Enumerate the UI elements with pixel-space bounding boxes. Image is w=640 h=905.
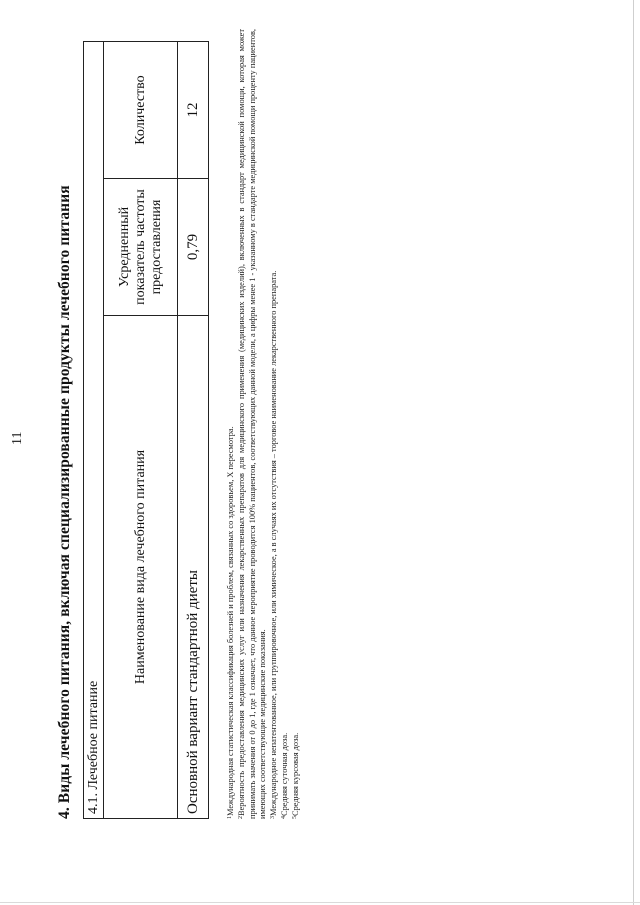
footnote: $^2$Вероятность предоставления медицинских услуг или назначения лекарственных препаратов для медицинского применения (медицинских изделий), включенных в стандарт медицинской помощи, которая может принимать значения от 0 до 1, где 1 означает, что данное мероприятие проводится 100% пациентов, соответствующих данной модели, а цифры менее 1 - указанному в стандарте медицинской помощи проценту пациентов, имеющих соответствующие медицинские показания. [236,29,268,819]
footnotes [226,29,302,819]
row-frequency: 0,79 [185,233,201,261]
footnote: $^1$Международная статистическая классификация болезней и проблем, связанных со здоровьем, X пересмотра. [226,426,235,819]
table-caption: 4.1. Лечебное питание [85,680,101,814]
row-name: Основной вариант стандартной диеты [185,570,201,814]
header-quantity: Количество [132,75,148,145]
header-name: Наименование вида лечебного питания [132,449,148,685]
page-number: 11 [10,431,25,445]
header-frequency: Усредненный показатель частоты предоставления [116,189,164,305]
row-quantity: 12 [185,102,201,118]
footnote: $^4$Средняя суточная доза. [279,732,289,819]
footnote: $^5$Средняя курсовая доза. [290,732,300,819]
footnote: $^3$Международное непатентованное, или группировочное, или химическое, а в случаях их отсутствия – торговое наименование лекарственного препарата. [269,270,279,819]
nutrition-table [83,41,209,819]
section-heading: 4. Виды лечебного питания, включая специализированные продукты лечебного питания [56,185,73,819]
